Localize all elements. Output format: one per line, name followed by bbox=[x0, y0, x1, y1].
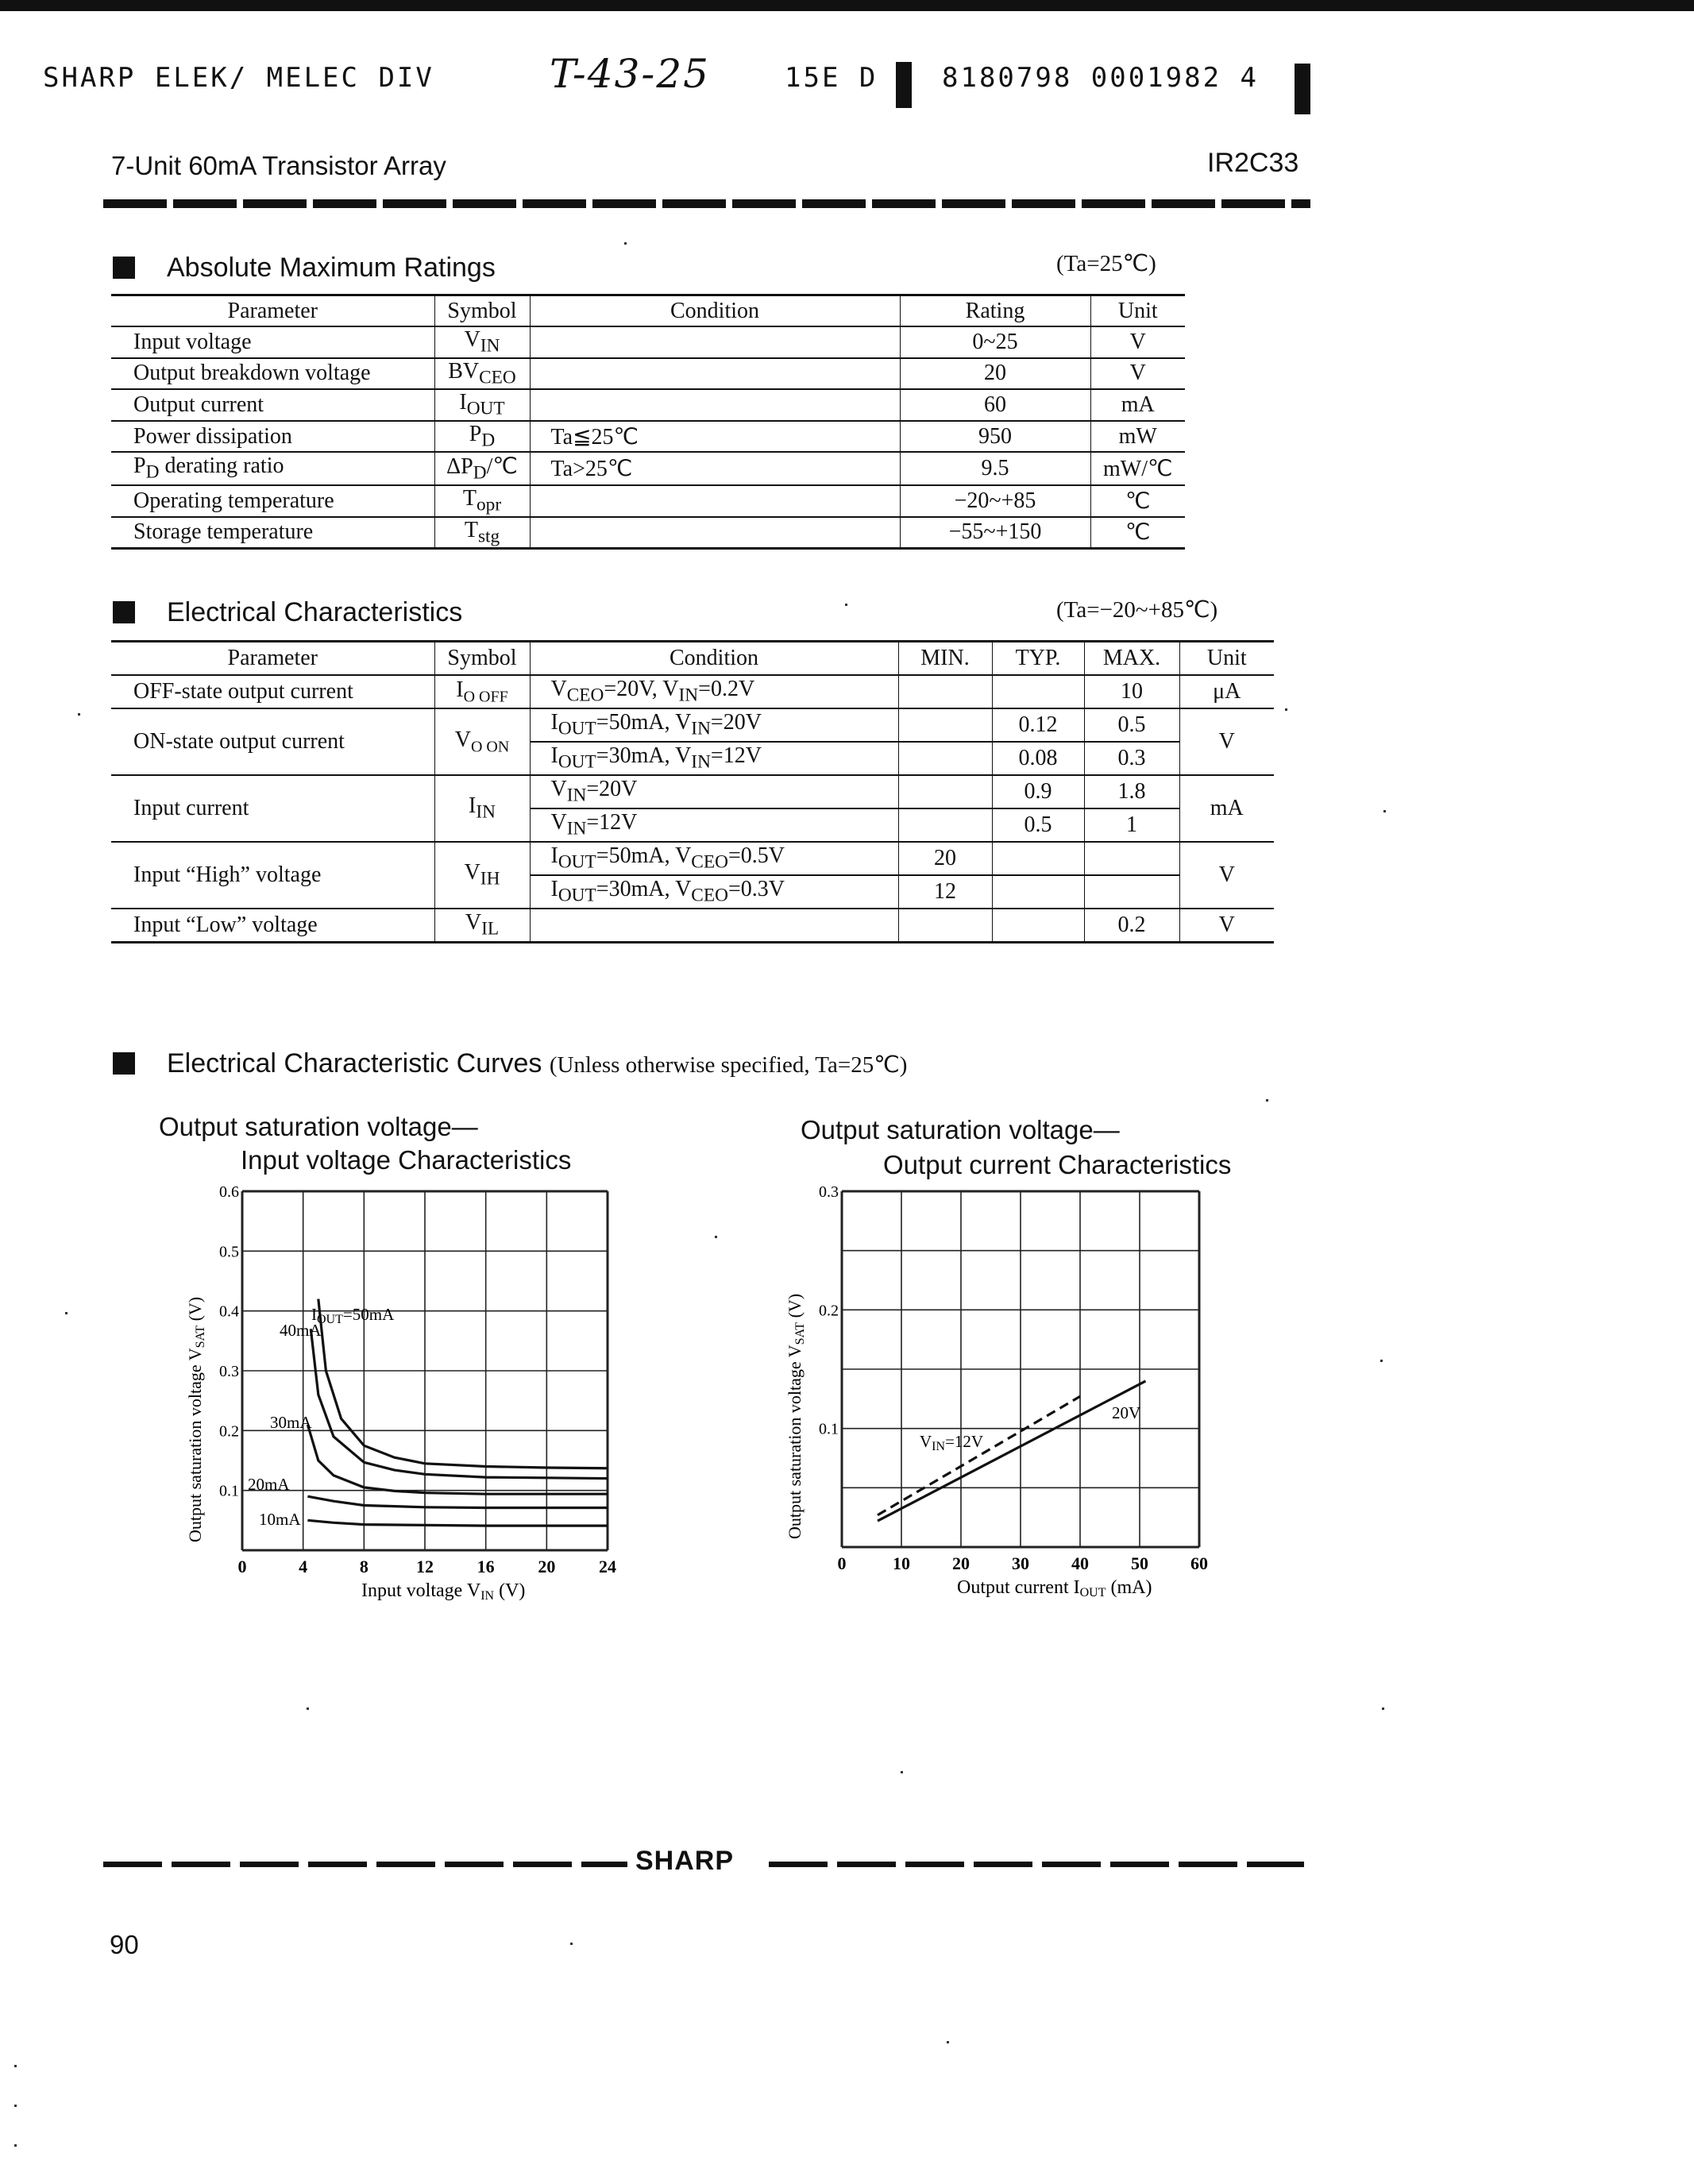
y-tick-label: 0.3 bbox=[819, 1183, 839, 1201]
col-header: Symbol bbox=[434, 642, 530, 676]
x-tick-label: 20 bbox=[538, 1557, 556, 1576]
col-header: Unit bbox=[1179, 642, 1274, 676]
vsat-iout-chart bbox=[778, 1175, 1255, 1604]
x-tick-label: 60 bbox=[1190, 1553, 1208, 1573]
section-heading-curves: Electrical Characteristic Curves (Unless otherwise specified, Ta=25℃) bbox=[113, 1048, 907, 1079]
series-line bbox=[307, 1520, 608, 1526]
footer-brand-logo: SHARP bbox=[635, 1846, 735, 1876]
top-scan-border bbox=[0, 0, 1694, 11]
x-tick-label: 40 bbox=[1071, 1553, 1089, 1573]
table-row: Operating temperature $T_{opr}$ −20~+85 ℃ bbox=[111, 485, 1185, 517]
table-row: OFF-state output current $I_{O OFF}$ $V_{CEO}=20V$, $V_{IN}=0.2V$ 10 μA bbox=[111, 675, 1274, 708]
col-header: MAX. bbox=[1084, 642, 1179, 676]
y-tick-label: 0.6 bbox=[219, 1183, 239, 1201]
scan-speck bbox=[1380, 1360, 1383, 1362]
abs-max-condition: (Ta=25℃) bbox=[1056, 251, 1156, 276]
table-row: Output current $I_{OUT}$ 60 mA bbox=[111, 389, 1185, 421]
y-axis-label: Output saturation voltage VSAT (V) bbox=[785, 1293, 807, 1539]
scan-block-mark bbox=[1295, 64, 1310, 114]
x-tick-label: 0 bbox=[237, 1557, 247, 1576]
series-line bbox=[878, 1381, 1146, 1521]
col-header: TYP. bbox=[992, 642, 1084, 676]
series-label: VIN=12V bbox=[920, 1432, 984, 1453]
scan-speck bbox=[1382, 1707, 1384, 1710]
x-tick-label: 20 bbox=[952, 1553, 970, 1573]
series-line bbox=[307, 1425, 608, 1494]
table-row: Input voltage $V_{IN}$ 0~25 V bbox=[111, 326, 1185, 358]
x-tick-label: 50 bbox=[1131, 1553, 1148, 1573]
elec-condition: (Ta=−20~+85℃) bbox=[1056, 597, 1218, 623]
y-tick-label: 0.1 bbox=[219, 1482, 239, 1500]
elec-char-table bbox=[111, 640, 1274, 943]
header-rule bbox=[103, 199, 1310, 208]
bullet-square-icon bbox=[113, 257, 135, 279]
scan-speck bbox=[1266, 1099, 1268, 1102]
table-row: Input “Low” voltage $V_{IL}$ 0.2 V bbox=[111, 909, 1274, 943]
x-axis-label: Input voltage VIN (V) bbox=[361, 1580, 526, 1603]
series-label: 20V bbox=[1112, 1403, 1141, 1422]
scan-speck bbox=[14, 2105, 17, 2107]
table-row: Input “High” voltage $V_{IH}$ $I_{OUT}=50mA$, $V_{CEO}=0.5V$ 20 V bbox=[111, 842, 1274, 875]
footer-rule-left bbox=[103, 1862, 627, 1867]
section-heading-elec: Electrical Characteristics bbox=[113, 597, 462, 628]
bullet-square-icon bbox=[113, 601, 135, 623]
x-tick-label: 24 bbox=[599, 1557, 616, 1576]
table-row: $I_{OUT}=30mA$, $V_{CEO}=0.3V$ 12 bbox=[111, 875, 1274, 909]
scan-block-mark bbox=[896, 62, 912, 108]
y-tick-label: 0.4 bbox=[219, 1302, 239, 1321]
col-header: Condition bbox=[530, 642, 898, 676]
header-code-1: 15E D bbox=[785, 62, 878, 94]
bullet-square-icon bbox=[113, 1052, 135, 1075]
series-label: 30mA bbox=[270, 1413, 312, 1432]
x-tick-label: 10 bbox=[893, 1553, 910, 1573]
scan-speck bbox=[307, 1707, 309, 1710]
series-label: 20mA bbox=[248, 1475, 290, 1494]
scan-speck bbox=[901, 1771, 903, 1773]
table-row: Input current $I_{IN}$ $V_{IN}=20V$ 0.9 1.8 mA bbox=[111, 775, 1274, 808]
scan-speck bbox=[1383, 810, 1386, 812]
x-tick-label: 4 bbox=[299, 1557, 308, 1576]
y-tick-label: 0.3 bbox=[219, 1363, 239, 1380]
table-row: $P_D$ derating ratio $\Delta P_D/℃$ Ta>25℃ 9.5 mW/℃ bbox=[111, 452, 1185, 485]
col-header: MIN. bbox=[898, 642, 992, 676]
scan-speck bbox=[845, 604, 847, 606]
y-tick-label: 0.2 bbox=[219, 1422, 239, 1441]
y-tick-label: 0.2 bbox=[819, 1302, 839, 1320]
y-axis-label: Output saturation voltage VSAT (V) bbox=[185, 1296, 207, 1542]
scan-speck bbox=[1285, 708, 1287, 711]
product-title: 7-Unit 60mA Transistor Array bbox=[111, 151, 446, 180]
table-row: $V_{IN}=12V$ 0.5 1 bbox=[111, 808, 1274, 842]
abs-max-table bbox=[111, 294, 1185, 550]
part-number: IR2C33 bbox=[1207, 148, 1299, 178]
scan-speck bbox=[715, 1236, 717, 1238]
table-row: Output breakdown voltage $BV_{CEO}$ 20 V bbox=[111, 358, 1185, 390]
col-header: Parameter bbox=[111, 295, 434, 327]
vsat-vin-chart bbox=[183, 1175, 627, 1604]
header-code-2: 8180798 0001982 4 bbox=[942, 62, 1259, 94]
y-tick-label: 0.5 bbox=[219, 1243, 239, 1261]
scan-speck bbox=[570, 1943, 573, 1945]
series-label: 40mA bbox=[280, 1321, 322, 1340]
table-row: Power dissipation $P_D$ Ta≦25℃ 950 mW bbox=[111, 421, 1185, 453]
scan-speck bbox=[14, 2065, 17, 2067]
chart1-title-line1: Output saturation voltage— bbox=[159, 1112, 478, 1141]
scan-speck bbox=[65, 1312, 68, 1314]
col-header: Symbol bbox=[434, 295, 530, 327]
col-header: Parameter bbox=[111, 642, 434, 676]
table-row: ON-state output current $V_{O ON}$ $I_{OUT}=50mA$, $V_{IN}=20V$ 0.12 0.5 V bbox=[111, 708, 1274, 742]
table-header-row bbox=[111, 642, 1274, 676]
chart2-title-line1: Output saturation voltage— bbox=[801, 1115, 1120, 1144]
page-number: 90 bbox=[110, 1930, 139, 1959]
col-header: Unit bbox=[1090, 295, 1185, 327]
table-header-row bbox=[111, 295, 1185, 327]
series-line bbox=[307, 1496, 608, 1507]
scan-speck bbox=[78, 713, 80, 716]
table-row: $I_{OUT}=30mA$, $V_{IN}=12V$ 0.08 0.3 bbox=[111, 742, 1274, 775]
x-tick-label: 8 bbox=[359, 1557, 369, 1576]
table-row: Storage temperature $T_{stg}$ −55~+150 ℃ bbox=[111, 517, 1185, 549]
series-label: IOUT=50mA bbox=[311, 1305, 395, 1326]
x-tick-label: 0 bbox=[837, 1553, 847, 1573]
x-tick-label: 12 bbox=[416, 1557, 434, 1576]
x-axis-label: Output current IOUT (mA) bbox=[957, 1577, 1152, 1599]
footer-rule-right bbox=[769, 1862, 1304, 1867]
scan-speck bbox=[947, 2041, 949, 2043]
scan-speck bbox=[14, 2144, 17, 2147]
chart2-title-line2: Output current Characteristics bbox=[883, 1150, 1232, 1179]
series-line bbox=[318, 1299, 608, 1468]
series-line bbox=[311, 1329, 608, 1478]
scan-speck bbox=[624, 242, 627, 245]
series-label: 10mA bbox=[259, 1510, 301, 1529]
col-header: Condition bbox=[530, 295, 900, 327]
x-tick-label: 30 bbox=[1012, 1553, 1029, 1573]
chart1-title-line2: Input voltage Characteristics bbox=[241, 1145, 572, 1175]
col-header: Rating bbox=[900, 295, 1090, 327]
section-heading-abs-max: Absolute Maximum Ratings bbox=[113, 253, 496, 284]
series-line bbox=[878, 1396, 1080, 1515]
y-tick-label: 0.1 bbox=[819, 1420, 839, 1438]
company-header: SHARP ELEK/ MELEC DIV bbox=[43, 62, 434, 94]
x-tick-label: 16 bbox=[477, 1557, 495, 1576]
handwritten-code: T-43-25 bbox=[550, 51, 710, 97]
